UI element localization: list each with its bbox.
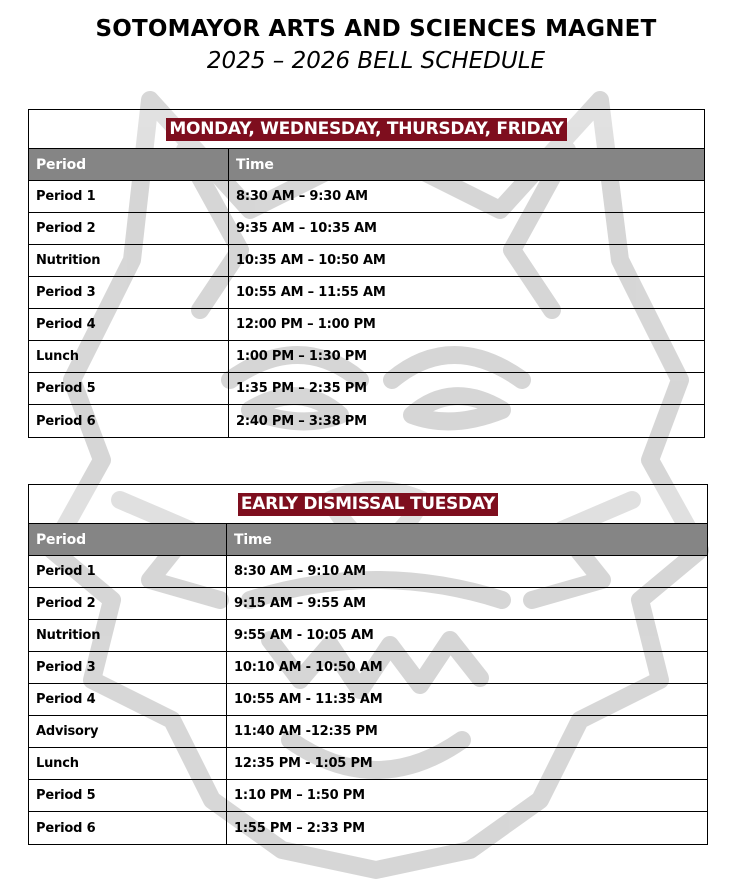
table-row [29, 652, 707, 684]
table-caption [29, 485, 707, 524]
table-row [29, 309, 704, 341]
table-row [29, 405, 704, 437]
document-header [0, 14, 752, 76]
period-cell: Period 5 [29, 780, 227, 811]
table-row [29, 588, 707, 620]
period-cell: Period 6 [29, 812, 227, 844]
table-row [29, 812, 707, 844]
column-header-time: Time [234, 531, 272, 548]
period-cell: Period 3 [29, 652, 227, 683]
table-row [29, 181, 704, 213]
period-cell: Period 2 [29, 213, 229, 244]
period-cell: Period 3 [29, 277, 229, 308]
column-header-time: Time [236, 156, 274, 173]
caption-label: EARLY DISMISSAL TUESDAY [238, 493, 498, 516]
table-row [29, 716, 707, 748]
time-cell: 2:40 PM – 3:38 PM [236, 413, 367, 429]
table-row [29, 245, 704, 277]
table-header-row [29, 524, 707, 556]
time-cell: 12:00 PM – 1:00 PM [236, 317, 376, 332]
time-cell: 8:30 AM – 9:30 AM [236, 189, 368, 204]
period-cell: Lunch [29, 341, 229, 372]
column-header-period: Period [29, 149, 229, 180]
time-cell: 12:35 PM - 1:05 PM [234, 756, 373, 771]
period-cell: Period 1 [29, 556, 227, 587]
time-cell: 10:35 AM – 10:50 AM [236, 253, 386, 268]
period-cell: Period 4 [29, 309, 229, 340]
regular-schedule-table [28, 109, 705, 438]
school-title: SOTOMAYOR ARTS AND SCIENCES MAGNET [95, 16, 657, 42]
time-cell: 1:55 PM – 2:33 PM [234, 820, 365, 836]
table-caption [29, 110, 704, 149]
time-cell: 10:55 AM - 11:35 AM [234, 692, 383, 707]
table-header-row [29, 149, 704, 181]
time-cell: 1:00 PM – 1:30 PM [236, 349, 367, 364]
early-dismissal-schedule-table [28, 484, 708, 845]
period-cell: Period 6 [29, 405, 229, 437]
period-cell: Advisory [29, 716, 227, 747]
schedule-subtitle: 2025 – 2026 BELL SCHEDULE [206, 48, 546, 74]
table-row [29, 213, 704, 245]
period-cell: Period 5 [29, 373, 229, 404]
time-cell: 1:10 PM – 1:50 PM [234, 788, 365, 803]
table-row [29, 620, 707, 652]
table-row [29, 341, 704, 373]
time-cell: 9:35 AM – 10:35 AM [236, 221, 377, 236]
time-cell: 9:55 AM - 10:05 AM [234, 628, 374, 643]
period-cell: Nutrition [29, 620, 227, 651]
period-cell: Nutrition [29, 245, 229, 276]
table-row [29, 748, 707, 780]
table-row [29, 780, 707, 812]
table-row [29, 373, 704, 405]
table-row [29, 556, 707, 588]
period-cell: Lunch [29, 748, 227, 779]
column-header-period: Period [29, 524, 227, 555]
period-cell: Period 4 [29, 684, 227, 715]
time-cell: 1:35 PM – 2:35 PM [236, 381, 367, 396]
table-row [29, 277, 704, 309]
time-cell: 10:55 AM – 11:55 AM [236, 285, 386, 300]
time-cell: 10:10 AM - 10:50 AM [234, 660, 383, 675]
period-cell: Period 2 [29, 588, 227, 619]
time-cell: 11:40 AM -12:35 PM [234, 724, 378, 739]
period-cell: Period 1 [29, 181, 229, 212]
table-row [29, 684, 707, 716]
time-cell: 9:15 AM – 9:55 AM [234, 596, 366, 611]
caption-label: MONDAY, WEDNESDAY, THURSDAY, FRIDAY [166, 118, 566, 141]
time-cell: 8:30 AM – 9:10 AM [234, 564, 366, 579]
